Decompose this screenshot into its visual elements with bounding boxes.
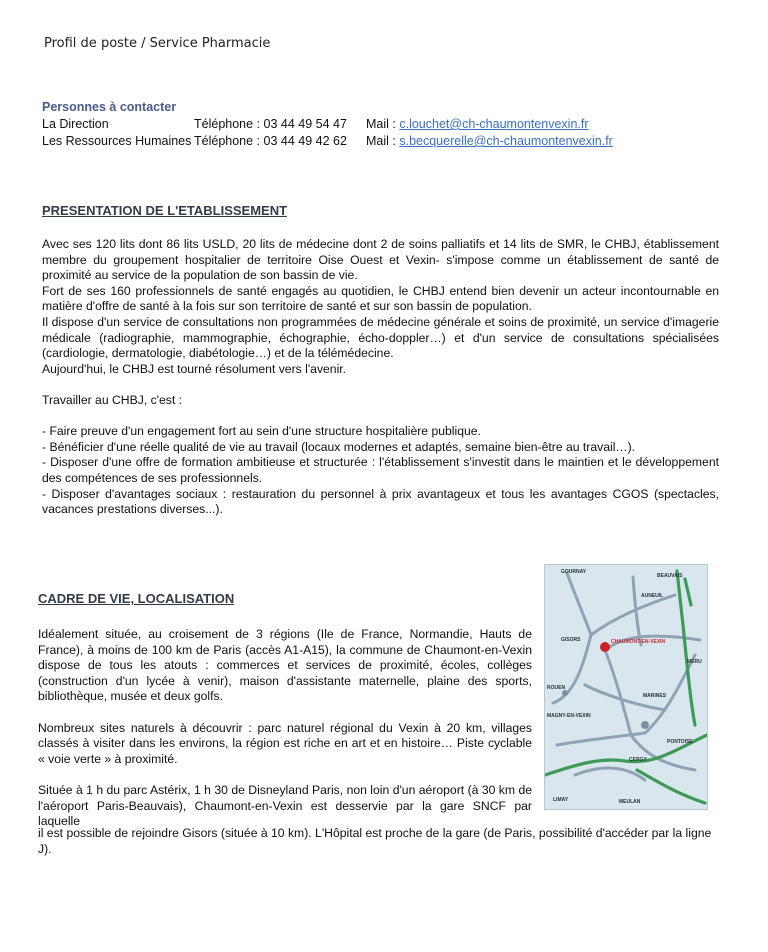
map-label-gisors: GISORS	[561, 637, 581, 643]
cergy-marker	[641, 721, 649, 729]
presentation-text	[42, 237, 719, 518]
map-label-cergy: CERGY	[629, 757, 647, 763]
map-label-magny: MAGNY-EN-VEXIN	[547, 713, 591, 719]
presentation-paragraph: Fort de ses 160 professionnels de santé engagés au quotidien, le CHBJ entend bien devenir un acteur incontournable en matière d'offre de santé à la fois sur son territoire de santé et sur son bassin de population.	[42, 283, 719, 314]
cadre-text-tail: il est possible de rejoindre Gisors (située à 10 km). L'Hôpital est proche de la gare (de Paris, possibilité d'accéder par la ligne J).	[38, 826, 712, 856]
contact-name: La Direction	[42, 117, 109, 131]
contact-phone: Téléphone : 03 44 49 42 62	[194, 134, 347, 148]
cadre-paragraph: Nombreux sites naturels à découvrir : parc naturel régional du Vexin à 20 km, villages classés à visiter dans les environs, la région est riche en art et en histoire… Piste cyclable « voie verte » à proximité.	[38, 720, 532, 766]
benefit-item: - Faire preuve d'un engagement fort au sein d'une structure hospitalière publique.	[42, 424, 481, 439]
contacts-section	[42, 99, 613, 150]
benefit-item: - Disposer d'une offre de formation ambitieuse et structurée : l'établissement s'investit dans le maintien et le développement des compétences de ses professionnels.	[42, 455, 719, 485]
contact-row-rh	[42, 133, 613, 150]
map-label-auneuil: AUNEUIL	[641, 593, 664, 599]
presentation-paragraph: Aujourd'hui, le CHBJ est tourné résolument vers l'avenir.	[42, 361, 347, 376]
contact-row-direction	[42, 116, 589, 133]
map-label-pontoise: PONTOISE	[667, 739, 693, 745]
mail-label: Mail :	[366, 117, 400, 131]
contact-phone: Téléphone : 03 44 49 54 47	[194, 117, 347, 131]
map-label-chaumont: CHAUMONT-EN-VEXIN	[611, 639, 666, 645]
chaumont-marker	[600, 642, 610, 652]
contacts-title: Personnes à contacter	[42, 100, 177, 114]
presentation-paragraph: Travailler au CHBJ, c'est :	[42, 392, 183, 407]
cadre-title: CADRE DE VIE, LOCALISATION	[38, 591, 235, 606]
map-label-gournay: GOURNAY	[561, 569, 587, 575]
cadre-paragraph: Située à 1 h du parc Astérix, 1 h 30 de Disneyland Paris, non loin d'un aéroport (à 30 km de l'aéroport Paris-Beauvais), Chaumont-en-Vexin est desservie par la gare SNCF par laquelle	[38, 782, 532, 829]
mail-link-direction[interactable]: c.louchet@ch-chaumontenvexin.fr	[399, 117, 589, 131]
mail-link-rh[interactable]: s.becquerelle@ch-chaumontenvexin.fr	[399, 134, 613, 148]
map-drawing	[545, 565, 707, 809]
contact-name: Les Ressources Humaines	[42, 134, 192, 148]
map-label-beauvais: BEAUVAIS	[657, 573, 683, 579]
location-map	[544, 564, 708, 810]
contact-mail	[366, 133, 613, 150]
contact-mail	[366, 116, 589, 133]
map-label-meru: MERU	[687, 659, 702, 665]
map-label-meulan: MEULAN	[619, 799, 641, 805]
presentation-paragraph: Il dispose d'un service de consultations non programmées de médecine générale et soins de proximité, un service d'imagerie médicale (radiographie, mammographie, échographie, écho-doppler…) et d'un service de consultations spécialisées (cardiologie, dermatologie, diabétologie…) et de la télémédecine.	[42, 314, 719, 361]
benefit-item: - Bénéficier d'une réelle qualité de vie au travail (locaux modernes et adaptés, semaine bien-être au travail…).	[42, 439, 636, 454]
cadre-text	[38, 627, 532, 830]
presentation-title: PRESENTATION DE L'ETABLISSEMENT	[42, 203, 288, 218]
cadre-paragraph: Idéalement située, au croisement de 3 régions (Ile de France, Normandie, Hauts de France), à moins de 100 km de Paris (accès A1-A15), la commune de Chaumont-en-Vexin dispose de tous les atouts : commerces et services de proximité, écoles, collèges (construction d'un lycée à venir), maison d'assistante maternelle, plaine des sports, bibliothèque, musée et deux golfs.	[38, 627, 532, 704]
map-label-rouen: ROUEN	[547, 685, 566, 691]
map-label-marines: MARINES	[643, 693, 667, 699]
presentation-paragraph: Avec ses 120 lits dont 86 lits USLD, 20 lits de médecine dont 2 de soins palliatifs et 14 lits de SMR, le CHBJ, établissement membre du groupement hospitalier de territoire Oise Ouest et Vexin- s'impose comme un établissement de santé de proximité au service de la population de son bassin de vie.	[42, 237, 719, 283]
page-header: Profil de poste / Service Pharmacie	[44, 36, 271, 51]
benefit-item: - Disposer d'avantages sociaux : restauration du personnel à prix avantageux et tous les avantages CGOS (spectacles, vacances prestations diverses...).	[42, 486, 719, 517]
mail-label: Mail :	[366, 134, 400, 148]
map-label-limay: LIMAY	[553, 797, 569, 803]
